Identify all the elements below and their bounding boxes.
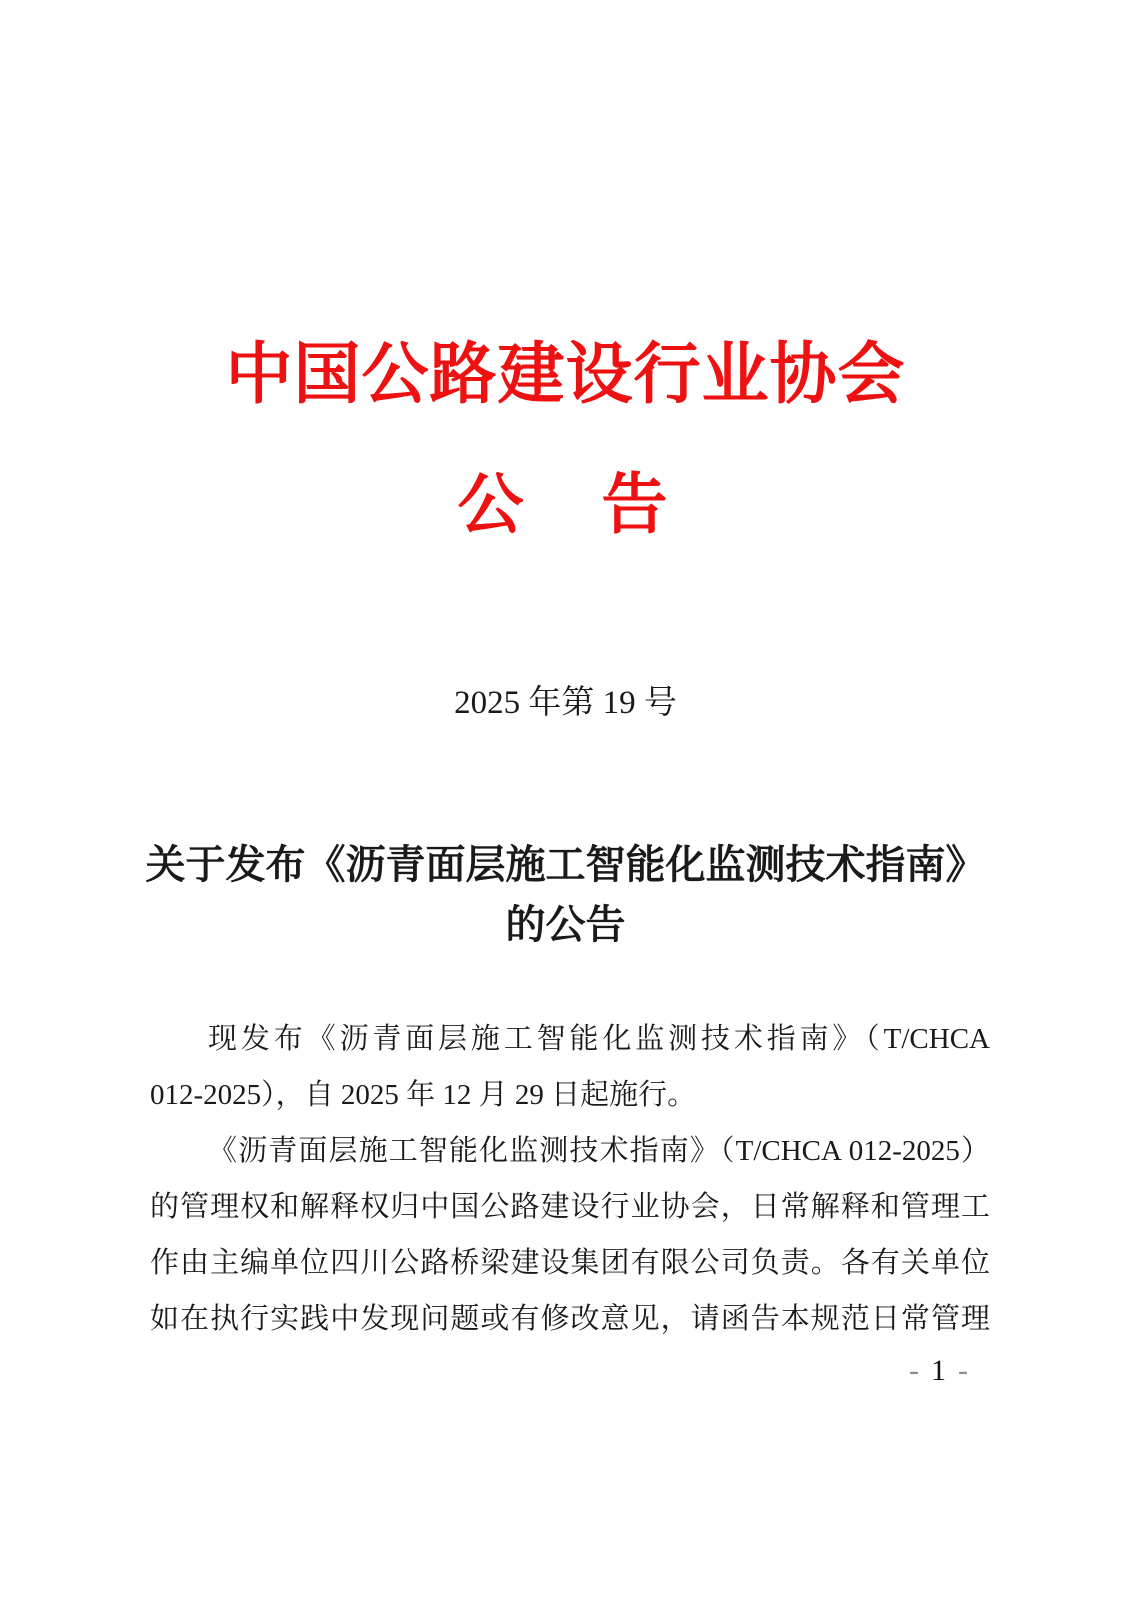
association-title: 中国公路建设行业协会 <box>225 338 906 412</box>
body-line: 《沥青面层施工智能化监测技术指南》（T/CHCA 012-2025） <box>208 1135 990 1167</box>
document-title-line1: 关于发布《沥青面层施工智能化监测技术指南》 <box>145 842 986 887</box>
page-number-value: 1 <box>931 1354 948 1387</box>
page-number <box>909 1354 970 1388</box>
body-line: 的管理权和解释权归中国公路建设行业协会，日常解释和管理工 <box>150 1191 990 1223</box>
document-title-line2: 的公告 <box>505 902 626 947</box>
body-line: 作由主编单位四川公路桥梁建设集团有限公司负责。各有关单位 <box>150 1247 990 1279</box>
page-number-dash-left: - <box>909 1354 921 1387</box>
document-title <box>0 835 1131 955</box>
body-lines <box>0 1011 1131 1347</box>
body-line: 012-2025），自 2025 年 12 月 29 日起施行。 <box>150 1079 697 1111</box>
announcement-label: 公 告 <box>457 469 674 542</box>
body-line: 如在执行实践中发现问题或有修改意见，请函告本规范日常管理 <box>150 1303 990 1335</box>
issue-number: 2025 年第 19 号 <box>454 685 677 721</box>
body-line: 现发布《沥青面层施工智能化监测技术指南》（T/CHCA <box>208 1023 990 1055</box>
page-number-dash-right: - <box>958 1354 970 1387</box>
